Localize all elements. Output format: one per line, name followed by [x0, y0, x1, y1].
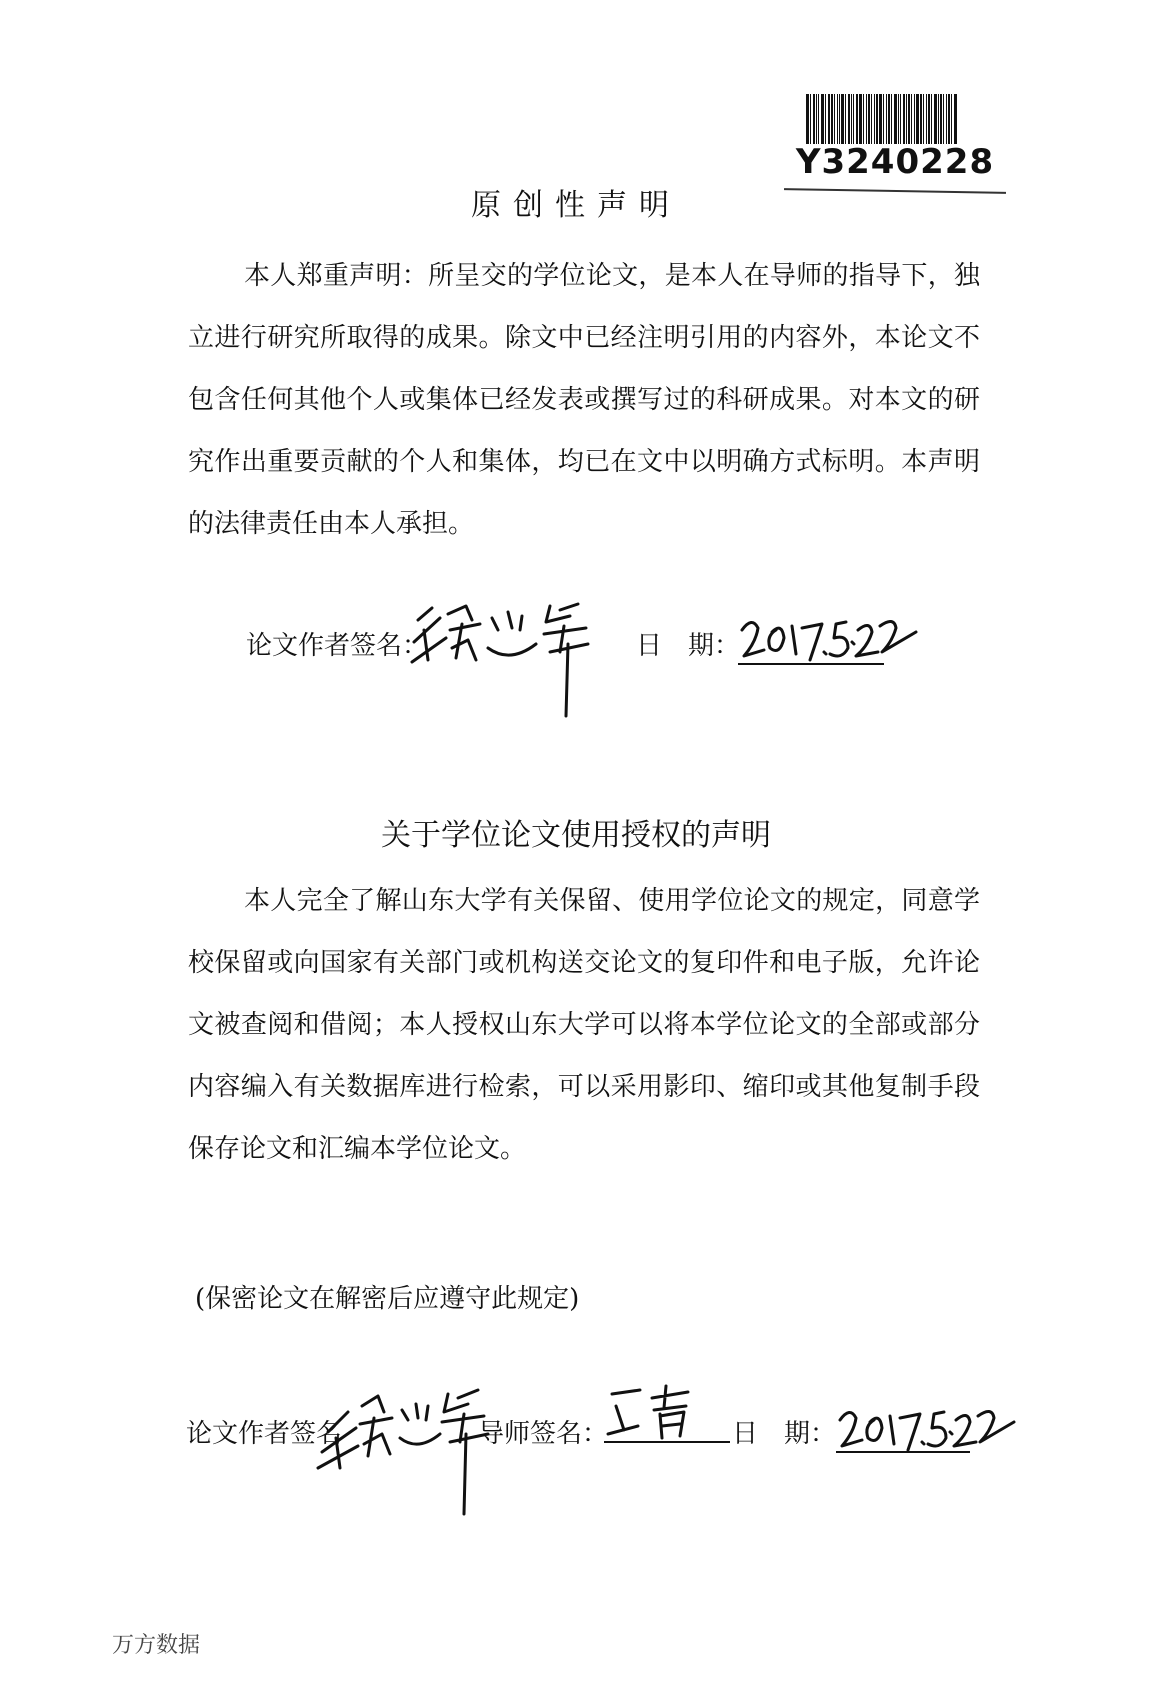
author-signature-handwriting — [410, 600, 610, 720]
barcode-bar — [954, 94, 957, 144]
barcode-bar — [898, 94, 899, 144]
barcode-bar — [886, 94, 887, 144]
barcode-bar — [888, 94, 890, 144]
barcode-bar — [831, 94, 833, 144]
footer-watermark: 万方数据 — [112, 1633, 201, 1658]
originality-title: 原创性声明 — [471, 188, 681, 223]
barcode-bar — [841, 94, 844, 144]
barcode-bar — [856, 94, 858, 144]
author-signature-label-2: 论文作者签名 — [186, 1419, 343, 1449]
authorization-date-handwriting — [836, 1402, 1016, 1462]
barcode-bar — [923, 94, 924, 144]
barcode-bar — [931, 94, 932, 144]
advisor-signature-label: 导师签名： — [478, 1419, 609, 1449]
barcode-bar — [934, 94, 937, 144]
barcode-bar — [818, 94, 819, 144]
barcode-bar — [879, 94, 882, 144]
barcode-bar — [863, 94, 864, 144]
barcode-bar — [876, 94, 878, 144]
barcode-bar — [903, 94, 905, 144]
barcode-bar — [845, 94, 846, 144]
barcode-bars — [806, 94, 984, 144]
barcode-bar — [828, 94, 830, 144]
barcode-bar — [948, 94, 950, 144]
barcode-bar — [943, 94, 944, 144]
barcode-bar — [891, 94, 892, 144]
confidential-note: (保密论文在解密后应遵守此规定) — [195, 1284, 580, 1314]
barcode-bar — [883, 94, 884, 144]
originality-date-handwriting — [738, 612, 918, 672]
barcode-bar — [837, 94, 838, 144]
barcode-bar — [914, 94, 915, 144]
barcode-number: Y3240228 — [795, 142, 995, 182]
barcode-bar — [946, 94, 947, 144]
barcode-bar — [938, 94, 939, 144]
barcode-bar — [806, 94, 809, 144]
advisor-signature-handwriting — [604, 1378, 730, 1448]
authorization-title: 关于学位论文使用授权的声明 — [381, 818, 771, 853]
originality-date-label: 日 期： — [636, 631, 741, 661]
barcode-bar — [839, 94, 840, 144]
author-signature-label: 论文作者签名： — [246, 631, 429, 661]
barcode-bar — [916, 94, 919, 144]
barcode-bar — [851, 94, 852, 144]
barcode-bar — [908, 94, 910, 144]
barcode-bar — [894, 94, 897, 144]
authorization-date-label: 日 期： — [732, 1419, 837, 1449]
barcode-bar — [853, 94, 854, 144]
barcode-bar — [810, 94, 811, 144]
barcode-bar — [871, 94, 872, 144]
barcode-bar — [866, 94, 867, 144]
barcode-bar — [834, 94, 835, 144]
originality-body: 本人郑重声明：所呈交的学位论文，是本人在导师的指导下，独立进行研究所取得的成果。除文中已经注明引用的内容外，本论文不包含任何其他个人或集体已经发表或撰写过的科研成果。对本文的研究作出重要贡献的个人和集体，均已在文中以明确方式标明。本声明的法律责任由本人承担。 — [188, 261, 980, 539]
barcode-bar — [920, 94, 922, 144]
barcode-bar — [813, 94, 815, 144]
barcode-bar — [940, 94, 942, 144]
barcode-bar — [868, 94, 870, 144]
barcode-bar — [816, 94, 817, 144]
barcode-bar — [859, 94, 862, 144]
barcode-bar — [874, 94, 875, 144]
author-signature-handwriting-2 — [318, 1372, 498, 1522]
barcode-bar — [821, 94, 824, 144]
barcode-bar — [900, 94, 901, 144]
barcode-bar — [825, 94, 826, 144]
barcode-bar — [928, 94, 930, 144]
barcode-label — [784, 94, 1006, 186]
barcode-bar — [926, 94, 927, 144]
authorization-body: 本人完全了解山东大学有关保留、使用学位论文的规定，同意学校保留或向国家有关部门或机构送交论文的复印件和电子版，允许论文被查阅和借阅；本人授权山东大学可以将本学位论文的全部或部分内容编入有关数据库进行检索，可以采用影印、缩印或其他复制手段保存论文和汇编本学位论文。 — [188, 886, 980, 1164]
barcode-bar — [906, 94, 907, 144]
barcode-bar — [951, 94, 952, 144]
barcode-bar — [911, 94, 912, 144]
barcode-bar — [848, 94, 850, 144]
